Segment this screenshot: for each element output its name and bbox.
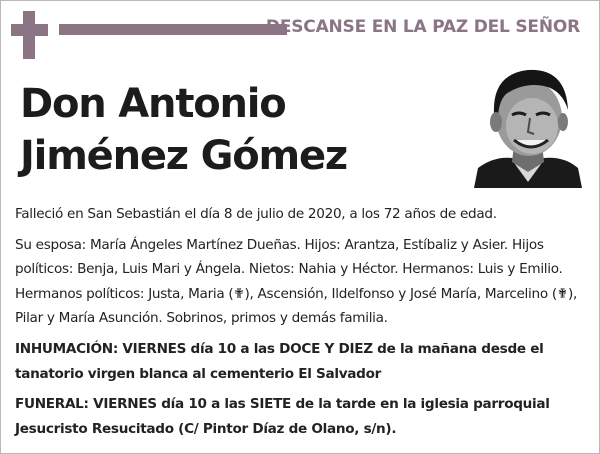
header-label: DESCANSE EN LA PAZ DEL SEÑOR <box>265 17 580 37</box>
family-list: Su esposa: María Ángeles Martínez Dueñas. Hijos: Arantza, Estíbaliz y Asier. Hijos políticos: Benja, Luis Mari y Ángela. Nietos: Nahia y Héctor. Hermanos: Luis y Emilio. Hermanos políticos: Justa, Maria (✟), Ascensión, Ildelfonso y José María, Marcelino (✟), Pilar y María Asunción. Sobrinos, primos y demás familia. <box>15 236 577 327</box>
cross-icon <box>11 11 48 59</box>
deceased-name <box>20 78 347 182</box>
name-line-1: Don Antonio <box>20 81 286 127</box>
portrait-photo <box>474 60 582 188</box>
funeral-details: FUNERAL: VIERNES día 10 a las SIETE de la tarde en la iglesia parroquial Jesucristo Resucitado (C/ Pintor Díaz de Olano, s/n). <box>15 396 550 437</box>
burial-details: INHUMACIÓN: VIERNES día 10 a las DOCE Y DIEZ de la mañana desde el tanatorio virgen blanca al cementerio El Salvador <box>15 340 544 382</box>
death-notice: Falleció en San Sebastián el día 8 de julio de 2020, a los 72 años de edad. <box>15 206 497 222</box>
portrait-image <box>474 60 582 188</box>
obituary-body <box>15 202 587 441</box>
header-rule <box>59 24 287 35</box>
name-line-2: Jiménez Gómez <box>20 133 348 179</box>
